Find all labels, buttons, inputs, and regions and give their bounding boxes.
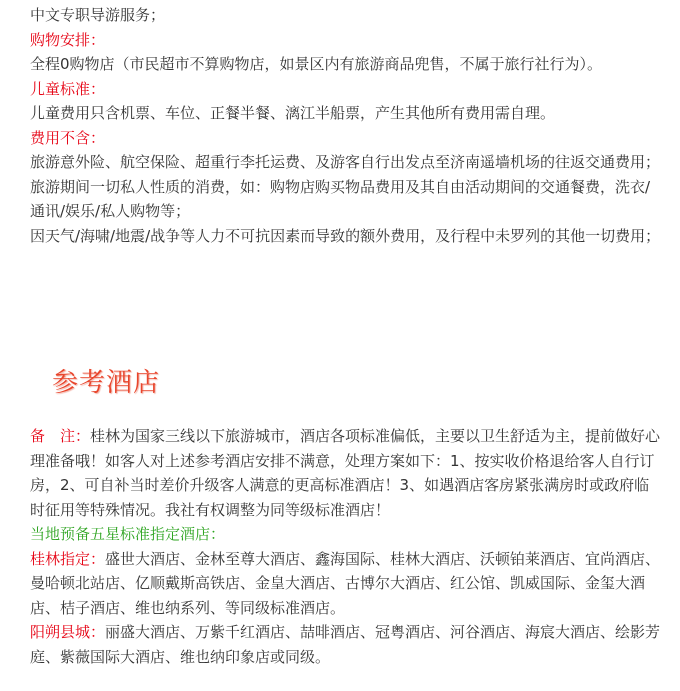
hotels-section <box>30 424 662 669</box>
exclusions-heading: 费用不含： <box>30 128 106 147</box>
children-text: 儿童费用只含机票、车位、正餐半餐、漓江半船票，产生其他所有费用需自理。 <box>30 104 556 122</box>
itinerary-details <box>30 0 662 248</box>
yangshuo-hotel-list: 丽盛大酒店、万紫千红酒店、喆啡酒店、冠粤酒店、河谷酒店、海宸大酒店、绘影芳庭、紫薇国际大酒店、维也纳印象店或同级。 <box>30 623 661 666</box>
note-label: 备 注： <box>30 427 91 445</box>
yangshuo-label: 阳朔县城： <box>30 623 106 641</box>
shopping-heading: 购物安排： <box>30 30 106 49</box>
exclusion-item: 因天气/海啸/地震/战争等人力不可抗因素而导致的额外费用，及行程中未罗列的其他一切费用； <box>30 226 661 245</box>
hotels-note <box>30 424 662 522</box>
exclusion-item: 旅游期间一切私人性质的消费，如：购物店购买物品费用及其自由活动期间的交通餐费，洗衣/通讯/娱乐/私人购物等； <box>30 177 651 220</box>
hotels-title: 参考酒店 <box>52 368 161 398</box>
guilin-label: 桂林指定： <box>30 549 106 568</box>
five-star-heading: 当地预备五星标准指定酒店： <box>30 525 226 543</box>
shopping-text: 全程0购物店（市民超市不算购物店，如景区内有旅游商品兜售，不属于旅行社行为）。 <box>30 55 603 73</box>
guilin-hotel-list: 盛世大酒店、金林至尊大酒店、鑫海国际、桂林大酒店、沃顿铂莱酒店、宜尚酒店、曼哈顿北站店、亿顺戴斯高铁店、金皇大酒店、古博尔大酒店、红公馆、凯威国际、金玺大酒店、桔子酒店、维也纳系列、等同级标准酒店。 <box>30 549 661 617</box>
yangshuo-hotels <box>30 620 662 669</box>
exclusion-item: 旅游意外险、航空保险、超重行李托运费、及游客自行出发点至济南遥墙机场的往返交通费用； <box>30 153 661 171</box>
guilin-hotels <box>30 547 662 621</box>
guide-service-line: 中文专职导游服务； <box>30 6 166 24</box>
children-heading: 儿童标准： <box>30 79 106 98</box>
note-text: 桂林为国家三线以下旅游城市，酒店各项标准偏低，主要以卫生舒适为主，提前做好心理准备哦！如客人对上述参考酒店安排不满意，处理方案如下：1、按实收价格退给客人自行订房，2、可自补当时差价升级客人满意的更高标准酒店！3、如遇酒店客房紧张满房时或政府临时征用等特殊情况。我社有权调整为同等级标准酒店！ <box>30 427 661 519</box>
